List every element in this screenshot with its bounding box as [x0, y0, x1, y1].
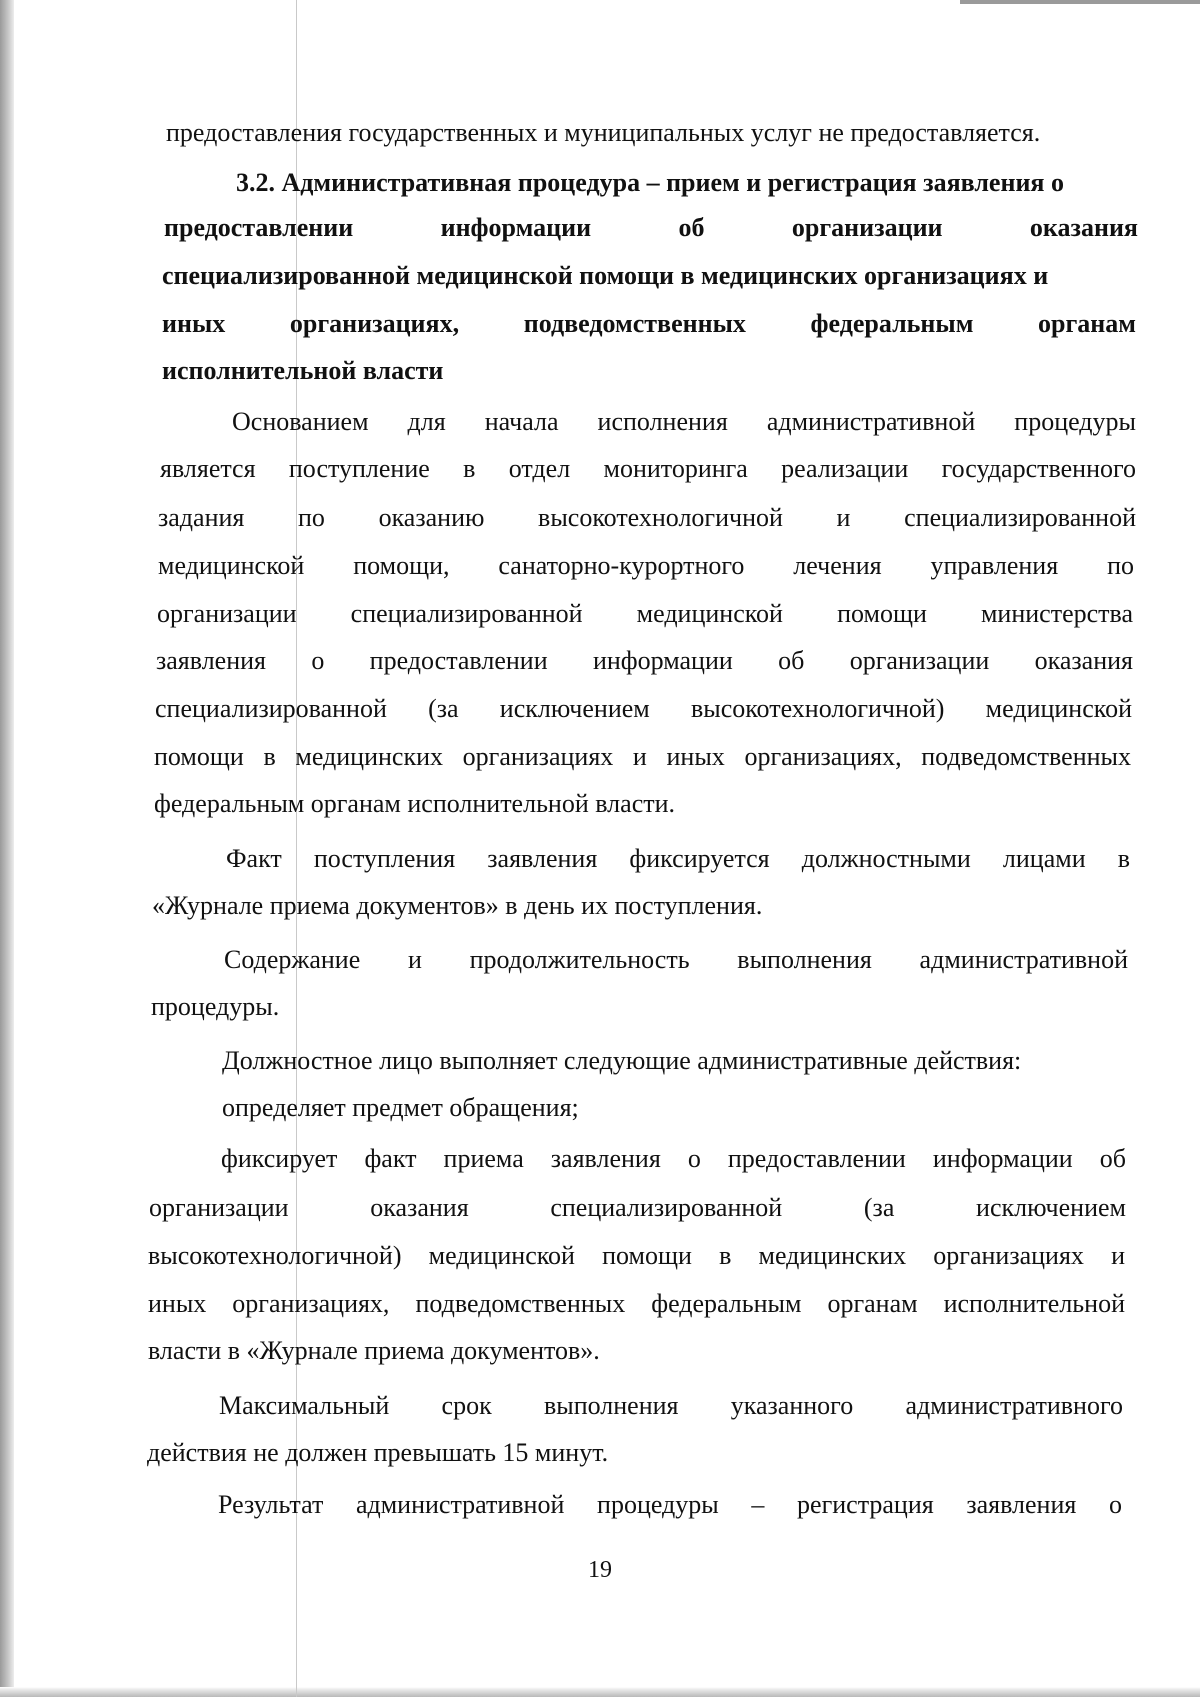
text-line: высокотехнологичной) медицинской помощи в медицинских организациях и: [148, 1241, 1125, 1270]
text-line: Основанием для начала исполнения административной процедуры: [232, 407, 1136, 436]
section-heading-line: специализированной медицинской помощи в медицинских организациях и: [162, 261, 1049, 290]
text-line: медицинской помощи, санаторно-курортного лечения управления по: [158, 551, 1134, 580]
text-line: предоставления государственных и муниципальных услуг не предоставляется.: [166, 118, 1041, 147]
text-line: определяет предмет обращения;: [222, 1093, 579, 1122]
text-line: федеральным органам исполнительной власти.: [154, 789, 676, 818]
text-line: организации специализированной медицинской помощи министерства: [157, 599, 1133, 628]
text-line: Результат административной процедуры – регистрация заявления о: [218, 1490, 1122, 1519]
text-line: фиксирует факт приема заявления о предоставлении информации об: [221, 1144, 1126, 1173]
text-line: задания по оказанию высокотехнологичной и специализированной: [158, 503, 1136, 532]
section-heading-line: предоставлении информации об организации оказания: [164, 213, 1138, 242]
text-line: Содержание и продолжительность выполнения административной: [224, 945, 1128, 974]
text-line: помощи в медицинских организациях и иных организациях, подведомственных: [154, 742, 1131, 771]
text-line: действия не должен превышать 15 минут.: [147, 1438, 609, 1467]
text-line: Должностное лицо выполняет следующие административные действия:: [222, 1046, 1022, 1075]
section-heading-line: 3.2. Административная процедура – прием и регистрация заявления о: [236, 168, 1064, 197]
text-line: процедуры.: [151, 992, 280, 1021]
text-line: организации оказания специализированной (за исключением: [149, 1193, 1126, 1222]
text-line: власти в «Журнале приема документов».: [148, 1336, 600, 1365]
text-line: иных организациях, подведомственных федеральным органам исполнительной: [148, 1289, 1125, 1318]
text-line: является поступление в отдел мониторинга реализации государственного: [160, 454, 1136, 483]
text-line: Факт поступления заявления фиксируется должностными лицами в: [226, 844, 1130, 873]
page-number: 19: [588, 1557, 612, 1583]
text-line: специализированной (за исключением высокотехнологичной) медицинской: [155, 694, 1132, 723]
text-line: заявления о предоставлении информации об организации оказания: [156, 646, 1133, 675]
text-line: Максимальный срок выполнения указанного административного: [219, 1391, 1123, 1420]
section-heading-line: исполнительной власти: [162, 356, 444, 385]
text-line: «Журнале приема документов» в день их поступления.: [152, 891, 763, 920]
section-heading-line: иных организациях, подведомственных федеральным органам: [162, 309, 1136, 338]
